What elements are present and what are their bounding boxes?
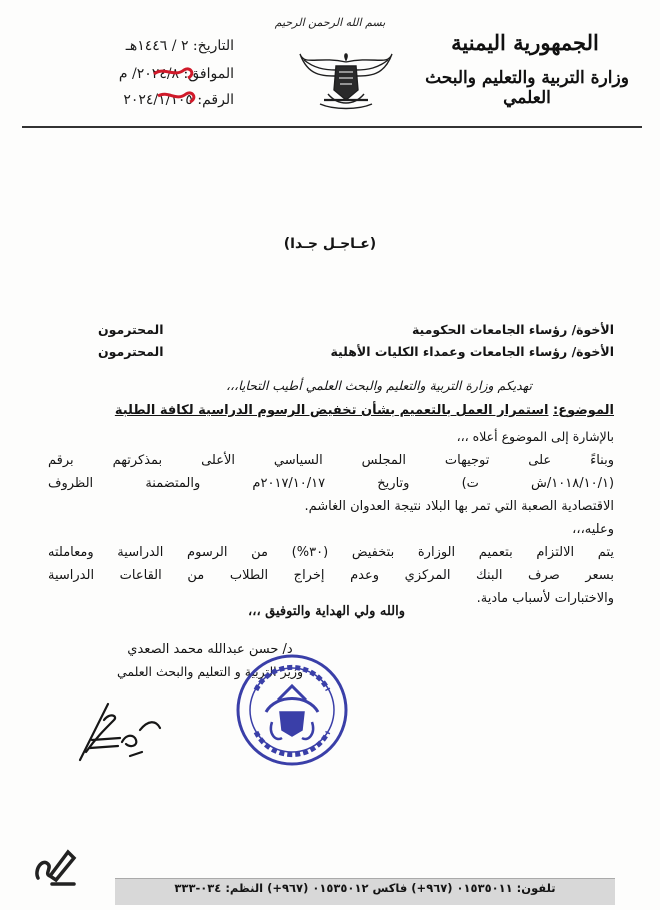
recipient-1: الأخوة/ رؤساء الجامعات الحكومية [411,322,614,337]
para1-line2: (١٠١٨/١٠/١/ش ت) وتاريخ ٢٠١٧/١٠/١٧م والمتضمنة الظروف [48,476,615,491]
date-gregorian: الموافق: ٢٠٢٤/٨/ م [118,66,234,82]
subject-label: الموضوع: [553,403,614,418]
recipient-2: الأخوة/ رؤساء الجامعات وعمداء الكليات الأهلية [330,344,614,359]
para2-line2: بسعر صرف البنك المركزي وعدم إخراج الطلاب من القاعات الدراسية [48,568,614,583]
para2-line1: يتم الالتزام بتعميم الوزارة بتخفيض (٣٠%) من الرسوم الدراسية ومعاملته [48,545,615,560]
and-accordingly: وعليه،،، [572,522,614,537]
handwritten-signature-icon [70,690,180,770]
reference-line: بالإشارة إلى الموضوع أعلاه ،،، [456,429,614,444]
basmala: بسم الله الرحمن الرحيم [274,16,386,29]
ministry-line2: وزارة التربية والتعليم والبحث العلمي [425,68,629,108]
para1-line1: وبناءً على توجيهات المجلس السياسي الأعلى بمذكرتهم برقم [48,453,614,468]
signatory-name: د/ حسن عبدالله محمد الصعدي [127,642,293,657]
honorific-2: المحترمون [98,344,164,359]
eagle-emblem-icon [298,46,394,112]
header-divider [22,126,642,128]
closing: والله ولي الهداية والتوفيق ،،، [248,604,405,619]
subject-line [115,403,614,418]
honorific-1: المحترمون [98,322,164,337]
subject-title: استمرار العمل بالتعميم بشأن تخفيض الرسوم الدراسية لكافة الطلبة [114,403,549,418]
urgency-label: (عـاجـل جـدا) [283,236,377,252]
signatory-title: وزير التربية و التعليم والبحث العلمي [116,664,304,679]
greeting: تهديكم وزارة التربية والتعليم والبحث العلمي أطيب التحايا،،، [225,378,532,393]
date-hijri: التاريخ: ٢ / ١٤٤٦هـ [125,38,234,54]
red-annotation-marks [150,60,220,110]
footer-contact: تلفون: ٠١٥٣٥٠١١ (٩٦٧+) فاكس ٠١٥٣٥٠١٢ (٩٦٧+) النظم: ٠٣٤-٣٣٣ [174,881,556,895]
ministry-stamp-icon [232,650,352,770]
reference-number: الرقم: ٢٠٢٤/١/١٠٥ [123,92,234,108]
ministry-line1: الجمهورية اليمنية [451,30,599,55]
para1-line3: الاقتصادية الصعبة التي تمر بها البلاد نتيجة العدوان الغاشم. [304,499,614,514]
pen-icon [30,840,80,890]
para2-line3: والاختبارات لأسباب مادية. [476,591,614,606]
